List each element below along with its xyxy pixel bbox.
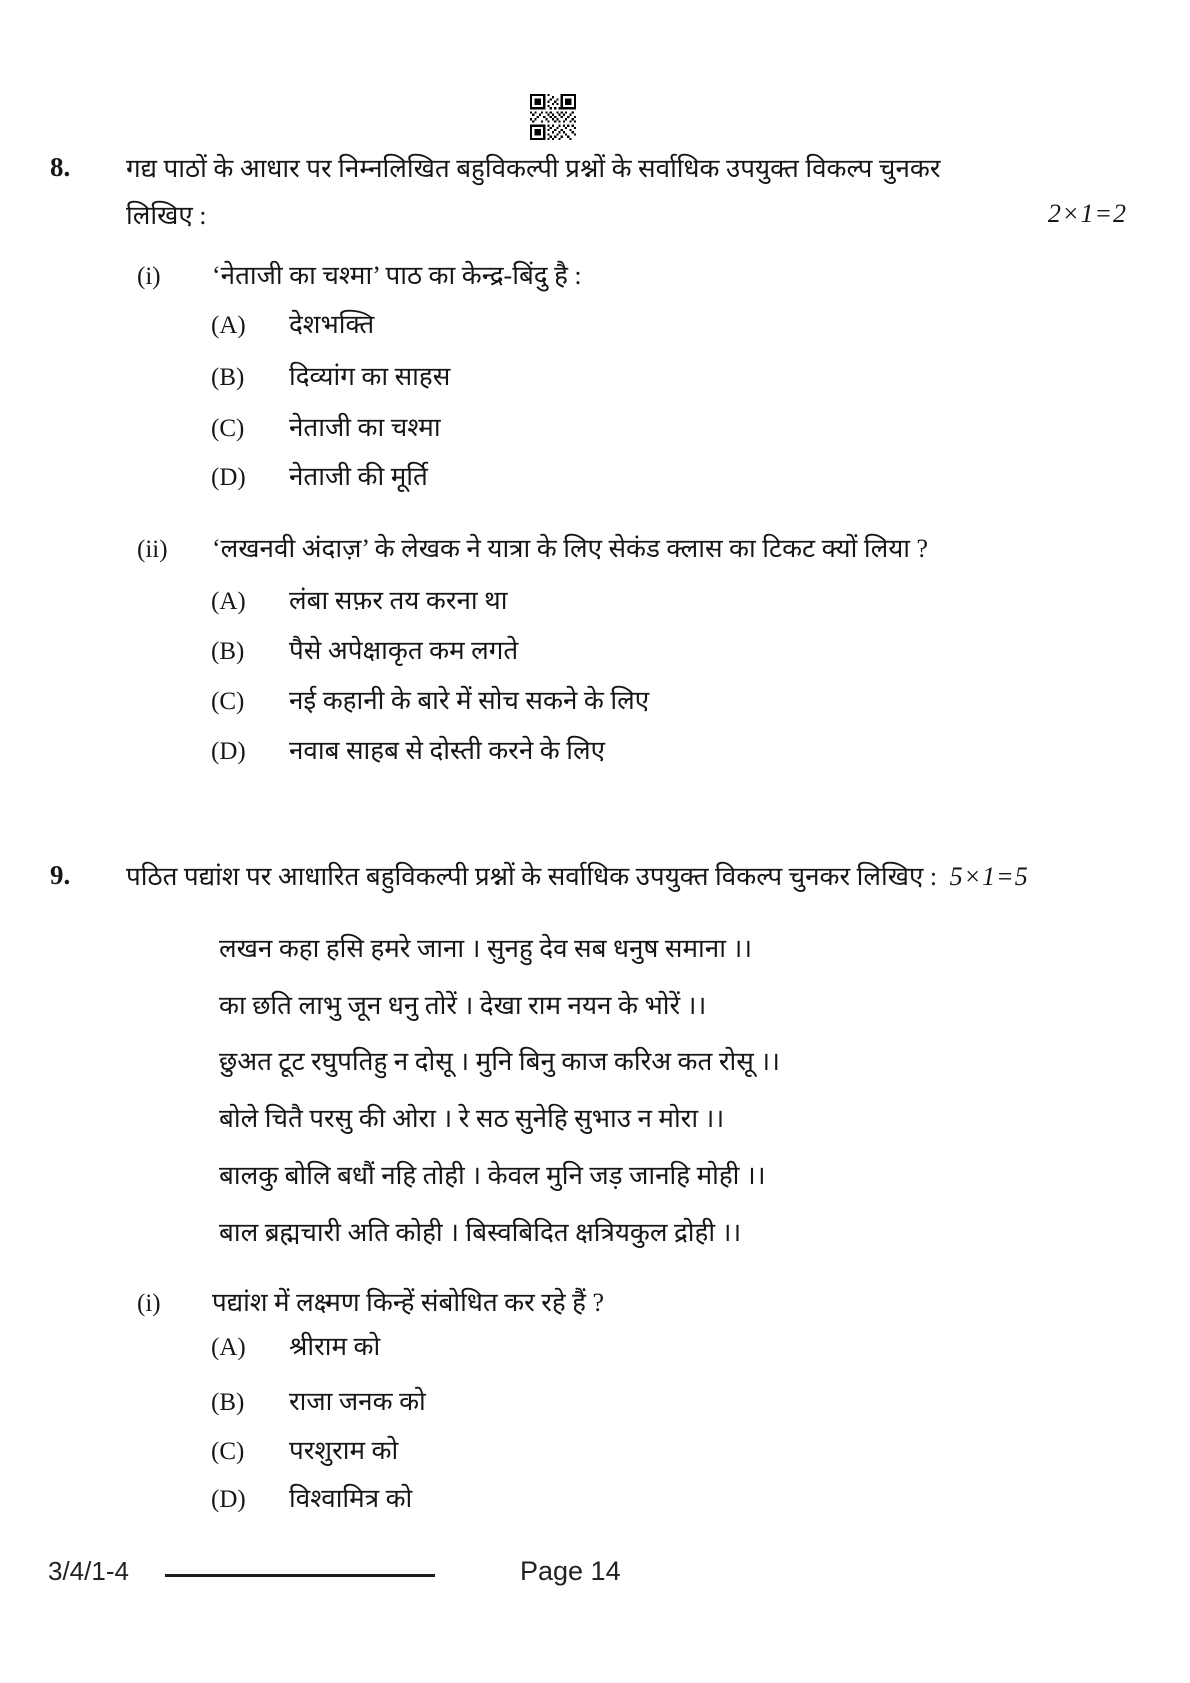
verse-line: छुअत टूट रघुपतिहु न दोसू । मुनि बिनु काज करिअ कत रोसू ।। [219,1047,781,1076]
footer-divider-line [165,1574,435,1577]
verse-line: बोले चितै परसु की ओरा । रे सठ सुनेहि सुभाउ न मोरा ।। [219,1104,725,1133]
option-text: नवाब साहब से दोस्ती करने के लिए [289,736,605,765]
question-8ii [137,532,928,567]
question-9-marks: 5×1=5 [949,862,1029,891]
option-text: पैसे अपेक्षाकृत कम लगते [289,636,519,665]
option-text: देशभक्ति [289,310,375,339]
question-8-text-line2: लिखिए : [126,201,207,230]
option-text: श्रीराम को [289,1332,381,1361]
option-text: नेताजी की मूर्ति [289,462,428,491]
question-9-number: 9. [50,860,71,890]
option-row [211,734,605,769]
option-row [211,411,441,446]
verse-line: बाल ब्रह्मचारी अति कोही । बिस्वबिदित क्षत्रियकुल द्रोही ।। [219,1218,742,1247]
question-8ii-text: ‘लखनवी अंदाज़’ के लेखक ने यात्रा के लिए सेकंड क्लास का टिकट क्यों लिया ? [212,534,929,563]
option-row [211,460,428,495]
verse-line: का छति लाभु जून धनु तोरें । देखा राम नयन के भोरें ।। [219,991,707,1020]
page-number: Page 14 [520,1556,621,1586]
option-label: (D) [211,464,246,491]
qr-code [530,94,576,140]
option-text: दिव्यांग का साहस [289,362,451,391]
option-text: विश्वामित्र को [289,1484,413,1513]
option-row [211,584,507,619]
question-9i-text: पद्यांश में लक्ष्मण किन्हें संबोधित कर रहे हैं ? [212,1288,605,1317]
option-label: (C) [211,415,245,442]
question-9i [137,1286,604,1321]
option-row [211,1385,426,1420]
question-8i-label: (i) [137,263,161,290]
verse-line: लखन कहा हसि हमरे जाना । सुनहु देव सब धनुष समाना ।। [219,934,753,963]
option-row [211,1330,380,1365]
option-row [211,308,374,343]
option-label: (A) [211,1334,246,1361]
option-label: (C) [211,688,245,715]
question-9-header [126,860,1029,894]
option-text: परशुराम को [289,1436,399,1465]
option-row [211,684,649,719]
question-8i-text: ‘नेताजी का चश्मा’ पाठ का केन्द्र-बिंदु है : [212,261,582,290]
question-8-text-line1: गद्य पाठों के आधार पर निम्नलिखित बहुविकल्पी प्रश्नों के सर्वाधिक उपयुक्त विकल्प चुनकर [126,154,941,183]
question-9i-label: (i) [137,1290,161,1317]
option-label: (A) [211,312,246,339]
question-8i [137,259,582,294]
option-label: (B) [211,638,245,665]
option-text: लंबा सफ़र तय करना था [289,586,508,615]
question-8-number: 8. [50,152,71,182]
option-text: राजा जनक को [289,1387,426,1416]
option-text: नई कहानी के बारे में सोच सकने के लिए [289,686,650,715]
option-label: (B) [211,1389,245,1416]
option-row [211,1434,398,1469]
option-label: (A) [211,588,246,615]
verse-line: बालकु बोलि बधौं नहि तोही । केवल मुनि जड़ जानहि मोही ।। [219,1161,766,1190]
option-label: (B) [211,364,245,391]
option-row [211,360,450,395]
option-label: (C) [211,1438,245,1465]
question-8-marks: 2×1=2 [1047,199,1127,228]
question-9-text: पठित पद्यांश पर आधारित बहुविकल्पी प्रश्नों के सर्वाधिक उपयुक्त विकल्प चुनकर लिखिए : [126,862,938,891]
option-row [211,1482,412,1517]
option-row [211,634,518,669]
paper-code: 3/4/1-4 [48,1556,129,1586]
option-text: नेताजी का चश्मा [289,413,441,442]
question-8ii-label: (ii) [137,536,168,563]
option-label: (D) [211,738,246,765]
option-label: (D) [211,1486,246,1513]
